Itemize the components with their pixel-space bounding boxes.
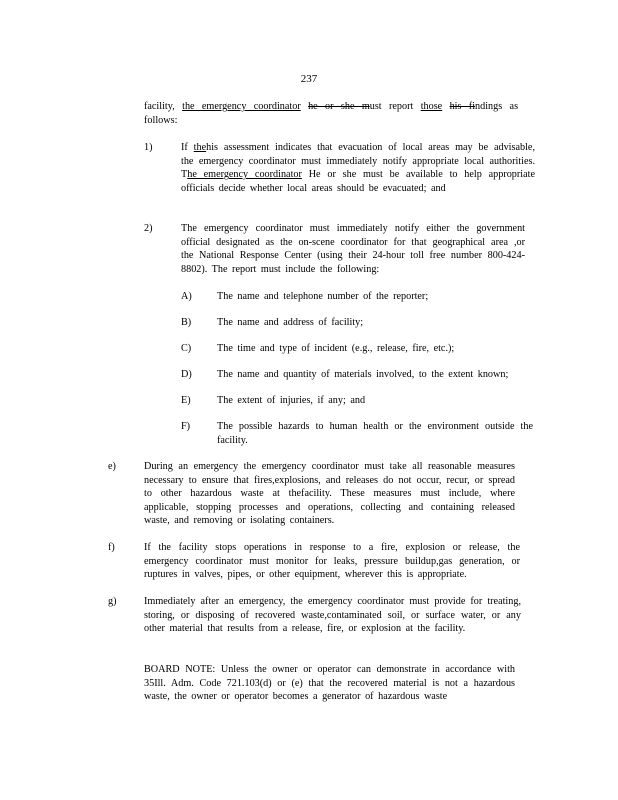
subitem-text: The name and quantity of materials involved, to the extent known;	[217, 369, 509, 380]
item-e-text: During an emergency the emergency coordinator must take all reasonable measures necessary to ensure that fires,explosions, and releases do not occur, recur, or spread to other hazardous waste at thefacility. These measures must include, where applicable, stopping processes and operations, collecting and containing released waste, and removing or isolating containers.	[144, 461, 515, 527]
intro-text-1: facility,	[144, 101, 175, 112]
item-g-text: Immediately after an emergency, the emergency coordinator must provide for treating, storing, or disposing of recovered waste,contaminated soil, or surface water, or any other material that results from a release, fire, or explosion at the facility.	[144, 596, 521, 635]
item-2-label: 2)	[144, 223, 153, 234]
item-e-label: e)	[108, 461, 116, 472]
subitem-label: E)	[181, 395, 191, 406]
item-g-label: g)	[108, 596, 117, 607]
subitem-label: A)	[181, 291, 192, 302]
inserted-text: the emergency coordinator	[182, 101, 301, 112]
item-1-text-2: his assessment indicates that evacuation of local areas may be advisable, the emergency coordinator must immediately notify appropriate local authorities. T	[181, 142, 535, 181]
struck-text: he or she m	[308, 101, 370, 112]
item-f-label: f)	[108, 542, 115, 553]
subitem-text: The name and address of facility;	[217, 317, 364, 328]
intro-paragraph	[144, 100, 518, 127]
subitem-label: B)	[181, 317, 192, 328]
inserted-text: the	[193, 142, 207, 153]
subitem-text: The extent of injuries, if any; and	[217, 395, 366, 406]
subitem-text: The possible hazards to human health or the environment outside the facility.	[217, 421, 533, 446]
page-number: 237	[300, 73, 318, 85]
subitem-text: The name and telephone number of the reporter;	[217, 291, 429, 302]
item-1-text	[181, 141, 535, 195]
board-note: BOARD NOTE: Unless the owner or operator can demonstrate in accordance with 35Ill. Adm. Code 721.103(d) or (e) that the recovered material is not a hazardous waste, the owner or operator becomes a generator of hazardous waste	[144, 664, 515, 703]
subitem-label: D)	[181, 369, 192, 380]
inserted-text: those	[420, 101, 443, 112]
struck-text: his fi	[449, 101, 476, 112]
subitem-label: C)	[181, 343, 192, 354]
intro-text-2: ust report	[369, 101, 414, 112]
item-1-text-3: He or she must be available to help appropriate officials decide whether local areas should be evacuated; and	[181, 169, 535, 194]
inserted-text: he emergency coordinator	[187, 169, 302, 181]
subitem-label: F)	[181, 421, 191, 432]
item-1-text-1: If	[181, 142, 188, 153]
intro-text-3: ndings as follows:	[144, 101, 519, 126]
item-2-text: The emergency coordinator must immediately notify either the government official designated as the on-scene coordinator for that geographical area ,or the National Response Center (using their 24-hour toll free number 800-424-8802). The report must include the following:	[181, 223, 525, 275]
subitem-text: The time and type of incident (e.g., release, fire, etc.);	[217, 343, 455, 354]
item-f-text: If the facility stops operations in response to a fire, explosion or release, the emergency coordinator must monitor for leaks, pressure buildup,gas generation, or ruptures in valves, pipes, or other equipment, wherever this is appropriate.	[144, 542, 520, 581]
item-1-label: 1)	[144, 142, 153, 153]
